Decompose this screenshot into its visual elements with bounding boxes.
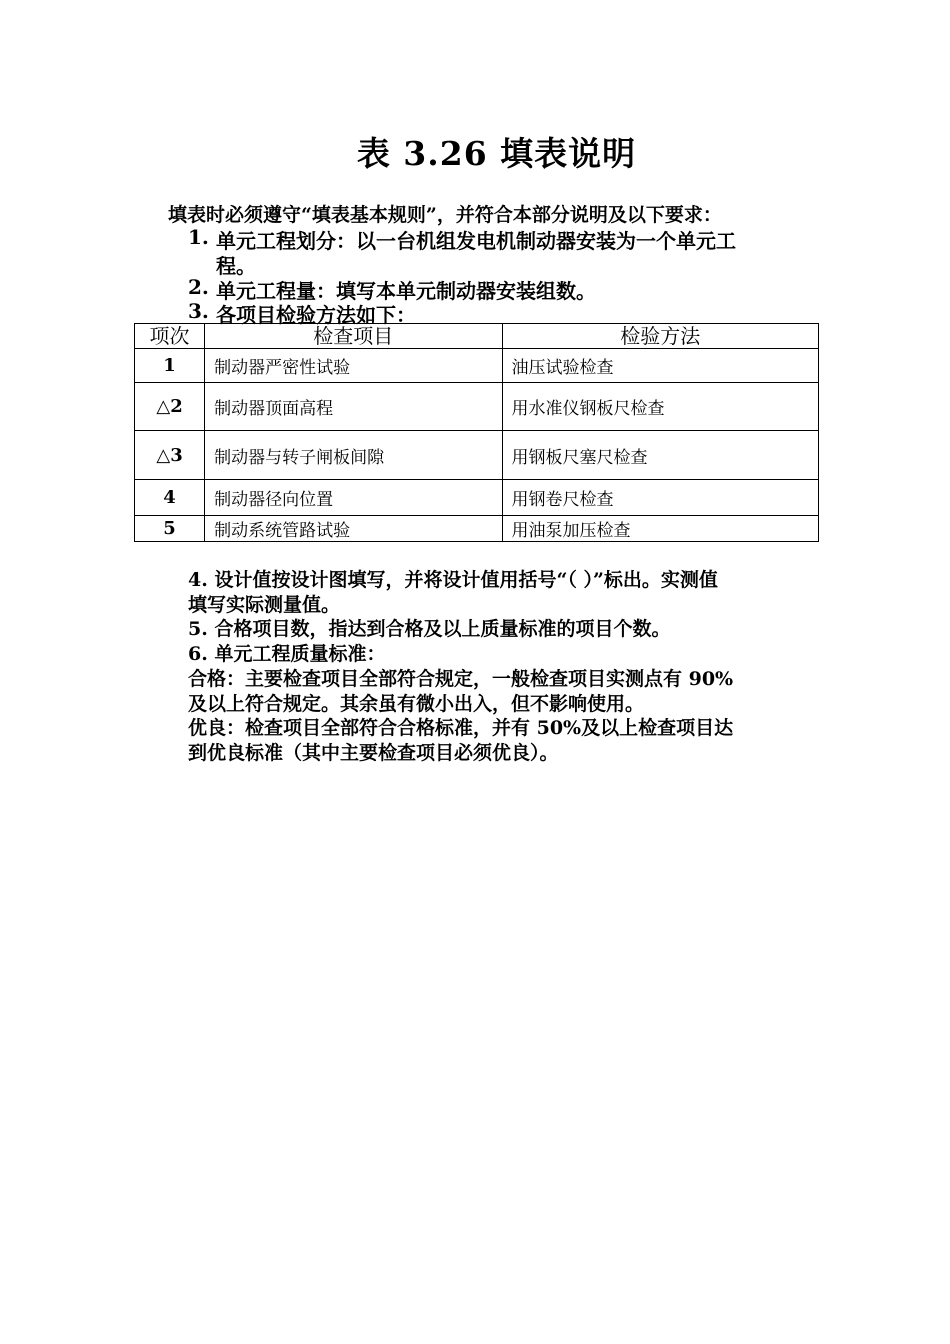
standard-qualified-line-1: 合格：主要检查项目全部符合规定，一般检查项目实测点有 90% [188, 668, 734, 690]
row-method: 用水准仪钢板尺检查 [502, 383, 818, 431]
header-index: 项次 [135, 324, 205, 349]
list-item-text: 单元工程划分：以一台机组发电机制动器安装为一个单元工 [216, 229, 736, 253]
row-index: △2 [135, 383, 205, 431]
table-row [135, 383, 819, 431]
inspection-table [134, 323, 819, 542]
standard-excellent-line-1: 优良：检查项目全部符合合格标准，并有 50%及以上检查项目达 [188, 717, 734, 739]
table-row [135, 516, 819, 542]
row-item: 制动器严密性试验 [205, 349, 502, 383]
intro-text: 填表时必须遵守“填表基本规则”，并符合本部分说明及以下要求： [168, 204, 722, 226]
row-item: 制动系统管路试验 [205, 516, 502, 542]
table-row [135, 431, 819, 480]
note-6: 6. 单元工程质量标准： [188, 643, 386, 665]
row-index: △3 [135, 431, 205, 480]
list-item-text: 各项目检验方法如下： [216, 303, 416, 327]
table-header-row [135, 324, 819, 349]
header-method: 检验方法 [502, 324, 818, 349]
table-row [135, 480, 819, 516]
note-4-line-2: 填写实际测量值。 [188, 594, 341, 616]
list-item-number: 3. [188, 299, 209, 323]
table-row [135, 349, 819, 383]
list-item-1-continuation: 程。 [216, 254, 256, 278]
standard-excellent-line-2: 到优良标准（其中主要检查项目必须优良）。 [188, 742, 559, 764]
standard-qualified-line-2: 及以上符合规定。其余虽有微小出入，但不影响使用。 [188, 693, 645, 715]
note-4 [188, 568, 718, 618]
header-item: 检查项目 [205, 324, 502, 349]
standard-qualified [188, 667, 733, 717]
list-item-text: 单元工程量：填写本单元制动器安装组数。 [216, 279, 596, 303]
row-index: 5 [135, 516, 205, 542]
row-method: 油压试验检查 [502, 349, 818, 383]
row-item: 制动器顶面高程 [205, 383, 502, 431]
page-title: 表 3.26 填表说明 [356, 134, 637, 173]
list-item-number: 1. [188, 225, 209, 249]
standard-excellent [188, 716, 733, 766]
row-index: 1 [135, 349, 205, 383]
note-4-line-1: 4. 设计值按设计图填写，并将设计值用括号“（ ）”标出。实测值 [188, 569, 718, 591]
list-item-number: 2. [188, 275, 209, 299]
row-method: 用钢板尺塞尺检查 [502, 431, 818, 480]
row-item: 制动器径向位置 [205, 480, 502, 516]
row-method: 用钢卷尺检查 [502, 480, 818, 516]
row-method: 用油泵加压检查 [502, 516, 818, 542]
note-5: 5. 合格项目数，指达到合格及以上质量标准的项目个数。 [188, 618, 671, 640]
row-item: 制动器与转子闸板间隙 [205, 431, 502, 480]
row-index: 4 [135, 480, 205, 516]
